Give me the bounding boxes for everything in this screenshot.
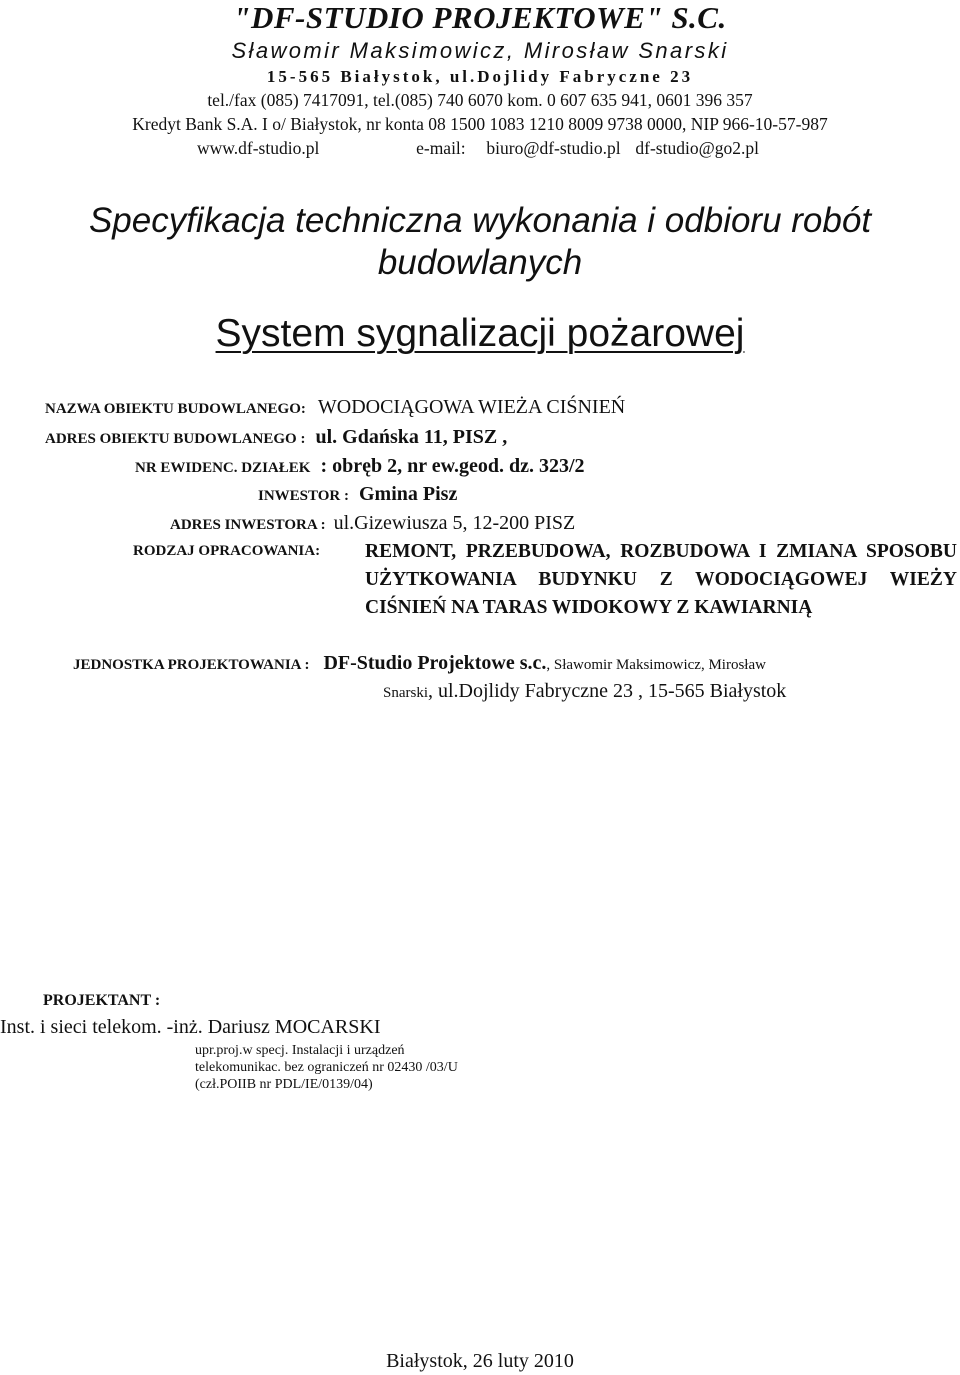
designer-license-1: upr.proj.w specj. Instalacji i urządzeń bbox=[195, 1043, 405, 1058]
designer-license-3: (czł.POIIB nr PDL/IE/0139/04) bbox=[195, 1077, 373, 1092]
object-name-value: WODOCIĄGOWA WIEŻA CIŚNIEŃ bbox=[317, 396, 626, 418]
spec-title bbox=[0, 200, 960, 284]
firm-owners: Sławomir Maksimowicz, Mirosław Snarski bbox=[231, 38, 729, 63]
designer-name: Inst. i sieci telekom. -inż. Dariusz MOCARSKI bbox=[0, 1016, 381, 1038]
parcel-value: : obręb 2, nr ew.geod. dz. 323/2 bbox=[320, 455, 585, 477]
firm-address: 15-565 Białystok, ul.Dojlidy Fabryczne 23 bbox=[266, 67, 694, 86]
designer-label: PROJEKTANT : bbox=[43, 992, 161, 1009]
designer-license-2: telekomunikac. bez ograniczeń nr 02430 /03/U bbox=[195, 1060, 458, 1075]
parcel-label: NR EWIDENC. DZIAŁEK bbox=[135, 460, 311, 476]
object-name-label: NAZWA OBIEKTU BUDOWLANEGO: bbox=[45, 401, 306, 417]
firm-phones: tel./fax (085) 7417091, tel.(085) 740 6070 kom. 0 607 635 941, 0601 396 357 bbox=[207, 90, 753, 110]
investor-value: Gmina Pisz bbox=[359, 483, 458, 505]
spec-title-line-2: budowlanych bbox=[377, 243, 583, 282]
object-name-row bbox=[45, 396, 625, 419]
investor-row bbox=[258, 483, 457, 506]
design-unit-name: DF-Studio Projektowe s.c. bbox=[323, 652, 547, 674]
investor-address-row bbox=[170, 512, 575, 535]
firm-bank: Kredyt Bank S.A. I o/ Białystok, nr konta 08 1500 1083 1210 8009 9738 0000, NIP 966-10-57-987 bbox=[132, 114, 828, 134]
design-unit-row bbox=[73, 652, 766, 675]
parcel-row bbox=[135, 455, 585, 478]
design-unit-owner-surname: Snarski bbox=[383, 685, 428, 701]
design-unit-owners: , Sławomir Maksimowicz, Mirosław bbox=[546, 657, 766, 673]
object-address-label: ADRES OBIEKTU BUDOWLANEGO : bbox=[45, 431, 306, 447]
design-unit-address-row bbox=[383, 680, 786, 703]
type-value: REMONT, PRZEBUDOWA, ROZBUDOWA I ZMIANA SPOSOBU UŻYTKOWANIA BUDYNKU Z WODOCIĄGOWEJ WIEŻY CIŚNIEŃ NA TARAS WIDOKOWY Z KAWIARNIĄ bbox=[365, 541, 957, 618]
object-address-row bbox=[45, 426, 507, 449]
object-address-value: ul. Gdańska 11, PISZ , bbox=[315, 426, 508, 448]
spec-title-line-1: Specyfikacja techniczna wykonania i odbioru robót bbox=[88, 201, 872, 240]
email-link-2[interactable]: df-studio@go2.pl bbox=[635, 138, 759, 158]
firm-www-link[interactable]: www.df-studio.pl bbox=[197, 138, 320, 158]
firm-contact bbox=[197, 138, 759, 159]
design-unit-address: , ul.Dojlidy Fabryczne 23 , 15-565 Białystok bbox=[428, 680, 787, 702]
design-unit-label: JEDNOSTKA PROJEKTOWANIA : bbox=[73, 657, 310, 673]
investor-label: INWESTOR : bbox=[258, 488, 349, 504]
type-label-row bbox=[133, 542, 320, 560]
place-date: Białystok, 26 luty 2010 bbox=[386, 1350, 574, 1372]
investor-address-value: ul.Gizewiusza 5, 12-200 PISZ bbox=[333, 512, 576, 534]
investor-address-label: ADRES INWESTORA : bbox=[170, 517, 326, 533]
email-link-1[interactable]: biuro@df-studio.pl bbox=[486, 138, 621, 158]
firm-name: "DF-STUDIO PROJEKTOWE" S.C. bbox=[233, 0, 727, 35]
email-label: e-mail: bbox=[416, 138, 466, 158]
system-title: System sygnalizacji pożarowej bbox=[215, 312, 745, 355]
type-label: RODZAJ OPRACOWANIA: bbox=[133, 543, 321, 559]
